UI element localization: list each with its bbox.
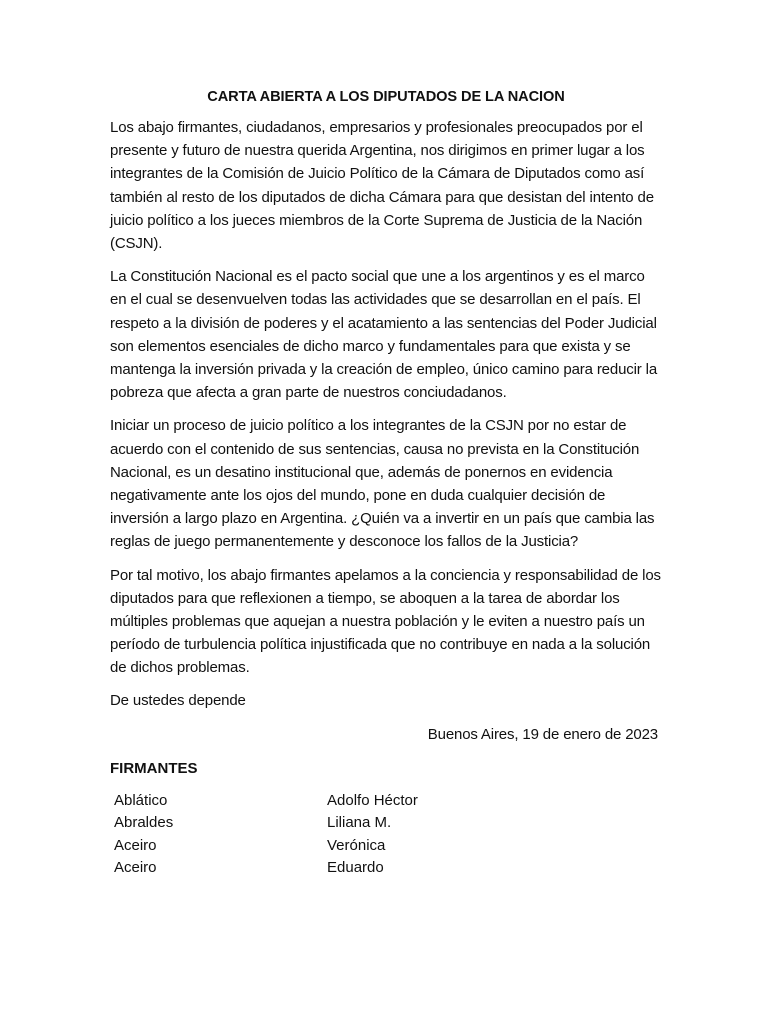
paragraph-1: Los abajo firmantes, ciudadanos, empresarios y profesionales preocupados por el presente y futuro de nuestra querida Argentina, nos dirigimos en primer lugar a los integrantes de la Comisión de Juicio Político de la Cámara de Diputados como así también al resto de los diputados de dicha Cámara para que desistan del intento de juicio político a los jueces miembros de la Corte Suprema de Justicia de la Nación (CSJN).	[110, 119, 654, 253]
letter-page	[110, 86, 662, 880]
signer-first-name: Verónica	[327, 836, 386, 854]
signer-last-name: Ablático	[114, 791, 168, 809]
signers-table	[110, 790, 662, 880]
place-date: Buenos Aires, 19 de enero de 2023	[427, 725, 658, 743]
table-row	[110, 857, 662, 880]
table-row	[110, 790, 662, 813]
signer-first-name: Eduardo	[327, 859, 384, 877]
paragraph-2: La Constitución Nacional es el pacto social que une a los argentinos y es el marco en el cual se desenvuelven todas las actividades que se desarrollan en el país. El respeto a la división de poderes y el acatamiento a las sentencias del Poder Judicial son elementos esenciales de dicho marco y fundamentales para que exista y se mantenga la inversión privada y la creación de empleo, único camino para reducir la pobreza que afecta a gran parte de nuestros conciudadanos.	[110, 268, 658, 402]
signer-first-name: Liliana M.	[327, 814, 392, 832]
paragraph-3: Iniciar un proceso de juicio político a los integrantes de la CSJN por no estar de acuerdo con el contenido de sus sentencias, causa no prevista en la Constitución Nacional, es un desatino institucional que, además de ponernos en evidencia negativamente ante los ojos del mundo, pone en duda cualquier decisión de inversión a largo plazo en Argentina. ¿Quién va a invertir en un país que cambia las reglas de juego permanentemente y desconoce los fallos de la Justicia?	[110, 417, 655, 551]
closing-line: De ustedes depende	[110, 691, 246, 709]
table-row	[110, 812, 662, 835]
letter-title: CARTA ABIERTA A LOS DIPUTADOS DE LA NACION	[207, 89, 565, 105]
paragraph-4: Por tal motivo, los abajo firmantes apelamos a la conciencia y responsabilidad de los diputados para que reflexionen a tiempo, se aboquen a la tarea de abordar los múltiples problemas que aquejan a nuestra población y le eviten a nuestro país un período de turbulencia política injustificada que no contribuye en nada a la solución de dichos problemas.	[110, 566, 661, 677]
signer-last-name: Aceiro	[114, 859, 157, 877]
signers-heading: FIRMANTES	[110, 759, 198, 777]
signer-last-name: Abraldes	[114, 814, 174, 832]
signer-first-name: Adolfo Héctor	[327, 791, 418, 809]
signer-last-name: Aceiro	[114, 836, 157, 854]
table-row	[110, 835, 662, 858]
